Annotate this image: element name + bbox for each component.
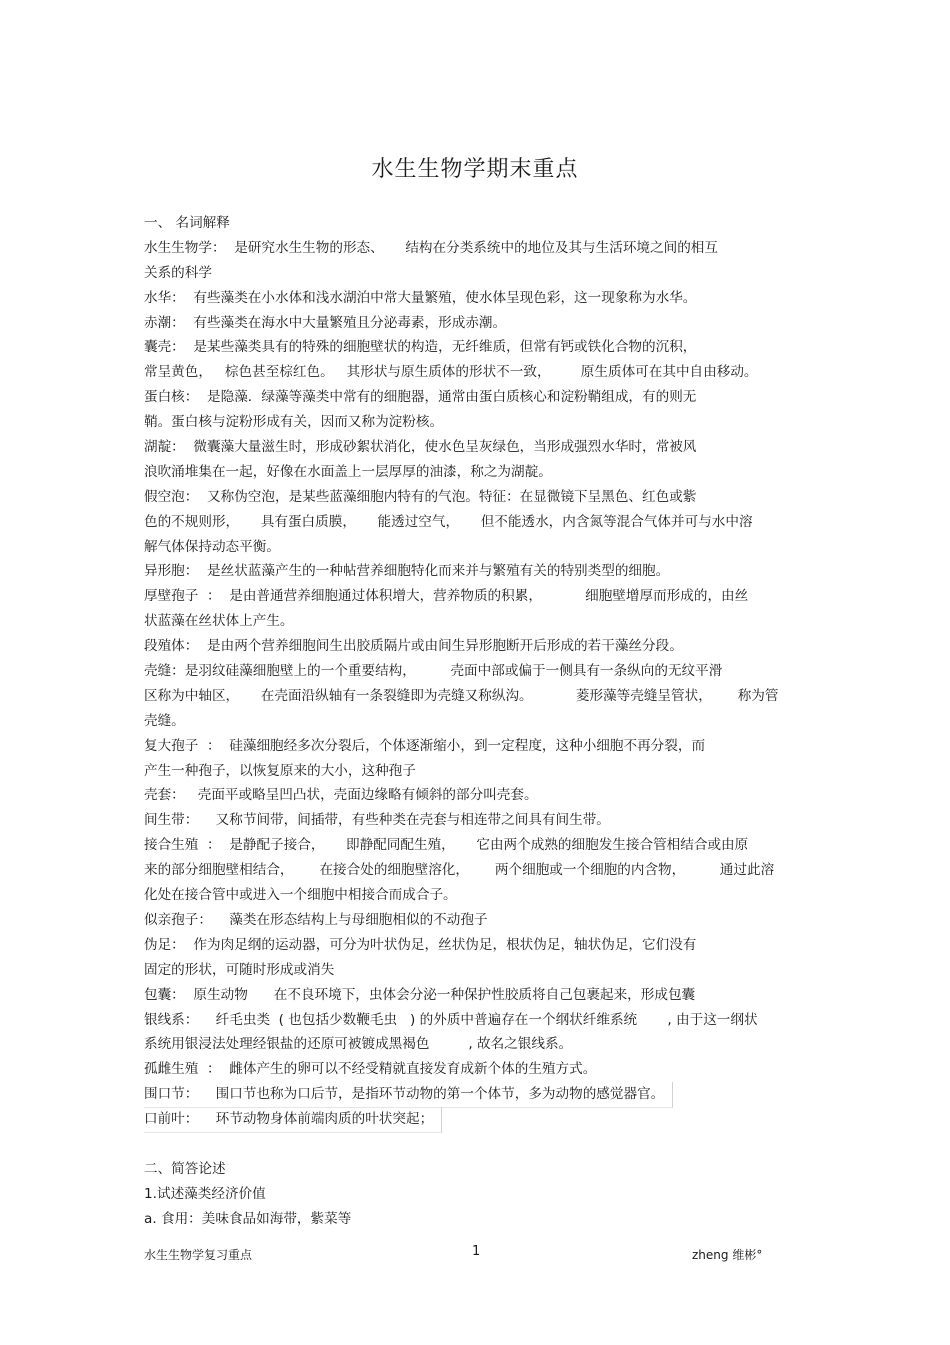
text-line: 常呈黄色， 棕色甚至棕红色。 其形状与原生质体的形状不一致， 原生质体可在其中自由移动。 bbox=[144, 364, 758, 381]
text-line: 厚壁孢子 ： 是由普通营养细胞通过体积增大，营养物质的积累， 细胞壁增厚而形成的，由丝 bbox=[144, 588, 749, 605]
text-line: 接合生殖 ： 是静配子接合， 即静配同配生殖， 它由两个成熟的细胞发生接合管相结合或由原 bbox=[144, 837, 749, 854]
footer-left-text: 水生生物学复习重点 bbox=[144, 1248, 253, 1262]
text-line: 假空泡： 又称伪空泡，是某些蓝藻细胞内特有的气泡。特征：在显微镜下呈黑色、红色或紫 bbox=[144, 488, 697, 505]
text-line: 复大孢子 ： 硅藻细胞经多次分裂后，个体逐渐缩小，到一定程度，这种小细胞不再分裂，而 bbox=[144, 737, 706, 754]
text-line: 赤潮： 有些藻类在海水中大量繁殖且分泌毒素，形成赤潮。 bbox=[144, 314, 507, 331]
text-line: 伪足： 作为肉足纲的运动器，可分为叶状伪足，丝状伪足，根状伪足，轴状伪足，它们没有 bbox=[144, 936, 697, 953]
text-line: 关系的科学 bbox=[144, 264, 212, 281]
text-line: 区称为中轴区， 在壳面沿纵轴有一条裂缝即为壳缝又称纵沟。 菱形藻等壳缝呈管状， 称为管 bbox=[144, 687, 779, 704]
page-number: 1 bbox=[472, 1244, 481, 1259]
text-line: 壳套： 壳面平或略呈凹凸状，壳面边缘略有倾斜的部分叫壳套。 bbox=[144, 787, 538, 804]
text-line-boxed: 口前叶： 环节动物身体前端肉质的叶状突起； bbox=[144, 1107, 442, 1133]
text-line: 异形胞： 是丝状蓝藻产生的一种帖营养细胞特化而来并与繁殖有关的特别类型的细胞。 bbox=[144, 563, 670, 580]
text-line: 状蓝藻在丝状体上产生。 bbox=[144, 613, 294, 630]
text-line: 壳缝。 bbox=[144, 712, 185, 729]
text-line: 固定的形状，可随时形成或消失 bbox=[144, 961, 335, 978]
text-line: 色的不规则形， 具有蛋白质膜， 能透过空气， 但不能透水，内含氮等混合气体并可与水中溶 bbox=[144, 513, 753, 530]
text-line: 包囊： 原生动物 在不良环境下，虫体会分泌一种保护性胶质将自己包裹起来，形成包囊 bbox=[144, 986, 696, 1003]
text-line: 蛋白核： 是隐藻．绿藻等藻类中常有的细胞器，通常由蛋白质核心和淀粉鞘组成，有的则无 bbox=[144, 389, 697, 406]
text-line: 银线系： 纤毛虫类 ( 也包括少数鞭毛虫 ) 的外质中普遍存在一个纲状纤维系统 , 由于这一纲状 bbox=[144, 1011, 758, 1028]
section-heading: 二、简答论述 bbox=[144, 1160, 226, 1177]
text-line: 似亲孢子： 藻类在形态结构上与母细胞相似的不动孢子 bbox=[144, 911, 488, 928]
text-line: 水生生物学： 是研究水生生物的形态、 结构在分类系统中的地位及其与生活环境之间的相互 bbox=[144, 239, 718, 256]
text-line: 囊壳： 是某些藻类具有的特殊的细胞壁状的构造，无纤维质，但常有钙或铁化合物的沉积， bbox=[144, 339, 697, 356]
text-line: 解气体保持动态平衡。 bbox=[144, 538, 280, 555]
text-line: 水华： 有些藻类在小水体和浅水湖泊中常大量繁殖，使水体呈现色彩，这一现象称为水华。 bbox=[144, 289, 697, 306]
question-line: 1.试述藻类经济价值 bbox=[144, 1185, 266, 1202]
text-line: 孤雌生殖 ： 雌体产生的卵可以不经受精就直接发育成新个体的生殖方式。 bbox=[144, 1061, 597, 1078]
text-line: 鞘。蛋白核与淀粉形成有关，因而又称为淀粉核。 bbox=[144, 414, 444, 431]
text-line: 来的部分细胞壁相结合， 在接合处的细胞壁溶化， 两个细胞或一个细胞的内含物， 通过此溶 bbox=[144, 862, 775, 879]
text-line-boxed: 围口节： 围口节也称为口后节，是指环节动物的第一个体节，多为动物的感觉器官。 bbox=[144, 1082, 673, 1108]
text-line: 化处在接合管中或进入一个细胞中相接合而成合子。 bbox=[144, 887, 457, 904]
section-heading: 一、 名词解释 bbox=[144, 215, 230, 231]
text-line: 湖靛： 微囊藻大量滋生时，形成砂絮状消化，使水色呈灰绿色，当形成强烈水华时，常被风 bbox=[144, 439, 697, 456]
answer-line: a. 食用：美味食品如海带，紫菜等 bbox=[144, 1210, 352, 1227]
text-line: 浪吹涌堆集在一起，好像在水面盖上一层厚厚的油漆，称之为湖靛。 bbox=[144, 463, 552, 480]
text-line: 间生带： 又称节间带，间插带，有些种类在壳套与相连带之间具有间生带。 bbox=[144, 812, 610, 829]
text-line: 壳缝：是羽纹硅藻细胞壁上的一个重要结构， 壳面中部或偏于一侧具有一条纵向的无纹平滑 bbox=[144, 663, 723, 680]
page-title: 水生生物学期末重点 bbox=[371, 157, 579, 182]
document-body bbox=[144, 211, 816, 1232]
text-line: 系统用银浸法处理经银盐的还原可被镀成黑褐色 , 故名之银线系。 bbox=[144, 1036, 573, 1053]
page-footer bbox=[144, 1246, 824, 1266]
text-line: 段殖体： 是由两个营养细胞间生出胶质隔片或由间生异形胞断开后形成的若干藻丝分段。 bbox=[144, 638, 683, 655]
footer-right-text: zheng 维彬° bbox=[692, 1248, 763, 1262]
text-line: 产生一种孢子，以恢复原来的大小，这种孢子 bbox=[144, 762, 416, 779]
